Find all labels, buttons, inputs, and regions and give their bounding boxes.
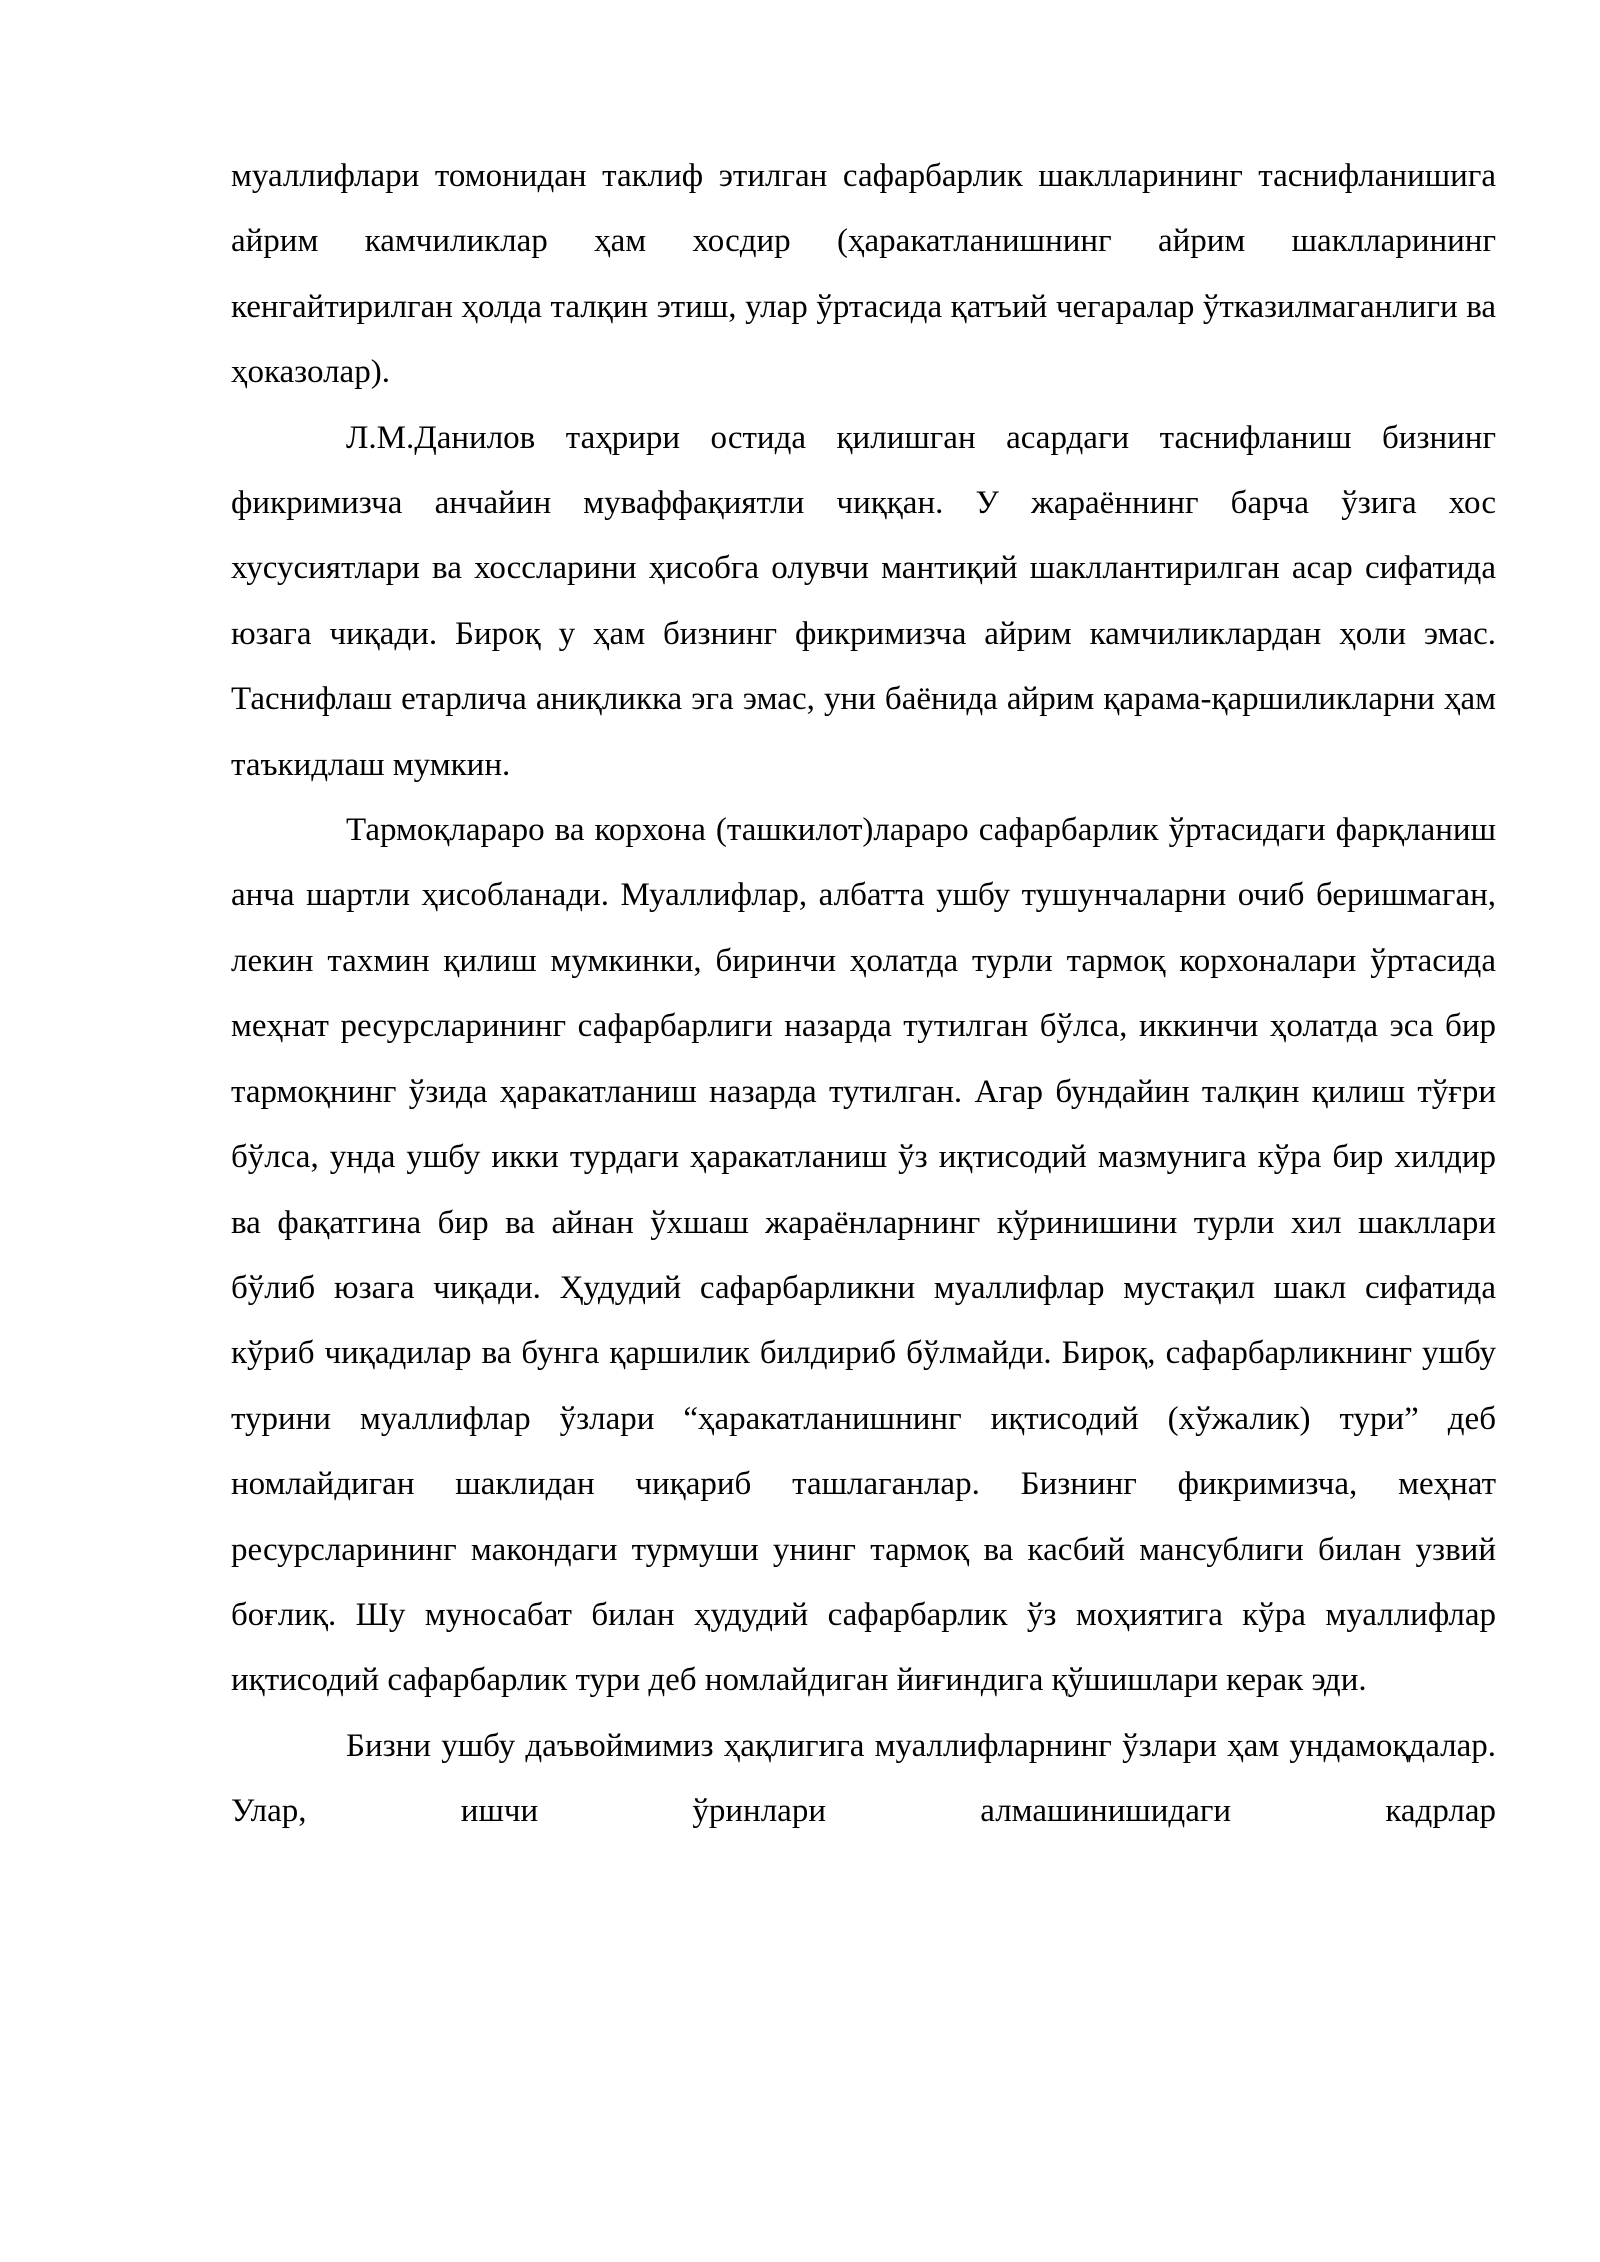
paragraph-3: Тармоқлараро ва корхона (ташкилот)лараро сафарбарлик ўртасидаги фарқланиш анча шартли ҳисобланади. Муаллифлар, албатта ушбу тушунчаларни очиб беришмаган, лекин тахмин қилиш мумкинки, биринчи ҳолатда турли тармоқ корхоналари ўртасида меҳнат ресурсларининг сафарбарлиги назарда тутилган бўлса, иккинчи ҳолатда эса бир тармоқнинг ўзида ҳаракатланиш назарда тутилган. Агар бундайин талқин қилиш тўғри бўлса, унда ушбу икки турдаги ҳаракатланиш ўз иқтисодий мазмунига кўра бир хилдир ва фақатгина бир ва айнан ўхшаш жараёнларнинг кўринишини турли хил шакллари бўлиб юзага чиқади. Ҳудудий сафарбарликни муаллифлар мустақил шакл сифатида кўриб чиқадилар ва бунга қаршилик билдириб бўлмайди. Бироқ, сафарбарликнинг ушбу турини муаллифлар ўзлари “ҳаракатланишнинг иқтисодий (хўжалик) тури” деб номлайдиган шаклидан чиқариб ташлаганлар. Бизнинг фикримизча, меҳнат ресурсларининг макондаги турмуши унинг тармоқ ва касбий мансублиги билан узвий боғлиқ. Шу муносабат билан ҳудудий сафарбарлик ўз моҳиятига кўра муаллифлар иқтисодий сафарбарлик тури деб номлайдиган йиғиндига қўшишлари керак эди. bbox=[231, 812, 1496, 1699]
paragraph-1: муаллифлари томонидан таклиф этилган сафарбарлик шаклларининг таснифланишига айрим камчиликлар ҳам хосдир (ҳаракатланишнинг айрим шаклларининг кенгайтирилган ҳолда талқин этиш, улар ўртасида қатъий чегаралар ўтказилмаганлиги ва ҳоказолар). bbox=[231, 158, 1496, 391]
paragraph-4: Бизни ушбу даъвоймимиз ҳақлигига муаллифларнинг ўзлари ҳам ундамоқдалар. Улар, ишчи ўринлари алмашинишидаги кадрлар bbox=[231, 1727, 1496, 1830]
paragraph-2: Л.М.Данилов таҳрири остида қилишган асардаги таснифланиш бизнинг фикримизча анчайин муваффақиятли чиққан. У жараённинг барча ўзига хос хусусиятлари ва хоссларини ҳисобга олувчи мантиқий шакллантирилган асар сифатида юзага чиқади. Бироқ у ҳам бизнинг фикримизча айрим камчиликлардан ҳоли эмас. Таснифлаш етарлича аниқликка эга эмас, уни баёнида айрим қарама-қаршиликларни ҳам таъкидлаш мумкин. bbox=[231, 419, 1496, 783]
document-body bbox=[231, 144, 1496, 1845]
